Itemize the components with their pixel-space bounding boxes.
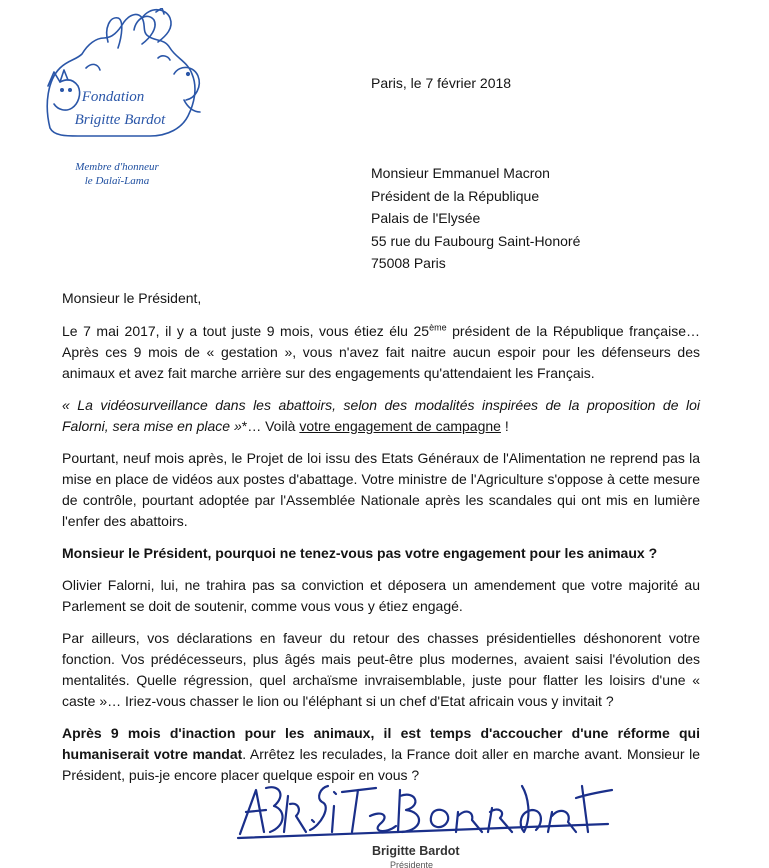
campaign-commitment: votre engagement de campagne [299, 418, 501, 434]
recipient-title: Président de la République [371, 187, 540, 204]
letter-date: Paris, le 7 février 2018 [371, 75, 512, 91]
paragraph-5: Olivier Falorni, lui, ne trahira pas sa conviction et déposera un amendement que votre majorité au Parlement se doit de soutenir, comme vous vous y étiez engagé. [62, 577, 700, 614]
logo-text-line1: Fondation [81, 89, 145, 105]
paragraph-2 [62, 395, 700, 437]
p1-superscript: ème [429, 322, 447, 333]
p1-text-b: président de la République française… Après ces 9 mois de « gestation », vous n'avez fait naitre aucun espoir pour les défenseurs des animaux et avez fait marche arrière sur des engagements qu'attendaient les Français. [62, 323, 700, 381]
p1-text-a: Le 7 mai 2017, il y a tout juste 9 mois, vous étiez élu 25 [62, 323, 430, 339]
animals-logo-icon [38, 8, 208, 143]
p2-text-mid: *… Voilà [241, 418, 300, 434]
paragraph-4-question: Monsieur le Président, pourquoi ne tenez-vous pas votre engagement pour les animaux ? [62, 545, 658, 561]
logo-text-line2: Brigitte Bardot [74, 112, 166, 128]
honor-line2: le Dalaï-Lama [84, 175, 150, 187]
p7-bold-text: Après 9 mois d'inaction pour les animaux, il est temps d'accoucher d'une réforme qui humaniserait votre mandat [62, 725, 700, 762]
signatory-role: Présidente [390, 860, 434, 868]
honorary-member [62, 160, 172, 188]
salutation: Monsieur le Président, [62, 290, 202, 306]
recipient-address [371, 162, 580, 275]
handwritten-signature [236, 776, 616, 844]
p7-rest-text: . Arrêtez les reculades, la France doit aller en marche avant. Monsieur le Président, puis-je encore placer quelque espoir en vous ? [62, 746, 700, 783]
signature-icon [236, 776, 616, 844]
foundation-logo [38, 8, 208, 143]
paragraph-3: Pourtant, neuf mois après, le Projet de loi issu des Etats Généraux de l'Alimentation ne reprend pas la mise en place de vidéos aux postes d'abattage. Votre ministre de l'Agriculture s'oppose à cette mesure de contrôle, pourtant adoptée par l'Assemblée Nationale après les scandales qui ont mis en lumière l'enfer des abattoirs. [62, 450, 700, 529]
campaign-quote: « La vidéosurveillance dans les abattoirs, selon des modalités inspirées de la proposition de loi Falorni, sera mise en place » [62, 397, 700, 434]
paragraph-6: Par ailleurs, vos déclarations en faveur du retour des chasses présidentielles déshonorent votre fonction. Vos prédécesseurs, plus âgés mais peut-être plus modernes, avaient saisi l'évolution des mentalités. Quelle régression, quel archaïsme invraisemblable, juste pour flatter les loisirs d'une « caste »… Iriez-vous chasser le lion ou l'éléphant si un chef d'Etat africain vous y invitait ? [62, 630, 700, 709]
paragraph-1 [62, 321, 700, 384]
recipient-name: Monsieur Emmanuel Macron [371, 165, 550, 181]
letter-body [62, 288, 700, 797]
recipient-place: Palais de l'Elysée [371, 210, 481, 227]
honor-line1: Membre d'honneur [75, 161, 159, 173]
signatory-name: Brigitte Bardot [372, 844, 460, 858]
recipient-city: 75008 Paris [371, 255, 446, 272]
recipient-street: 55 rue du Faubourg Saint-Honoré [371, 232, 581, 249]
p2-text-end: ! [500, 418, 509, 434]
